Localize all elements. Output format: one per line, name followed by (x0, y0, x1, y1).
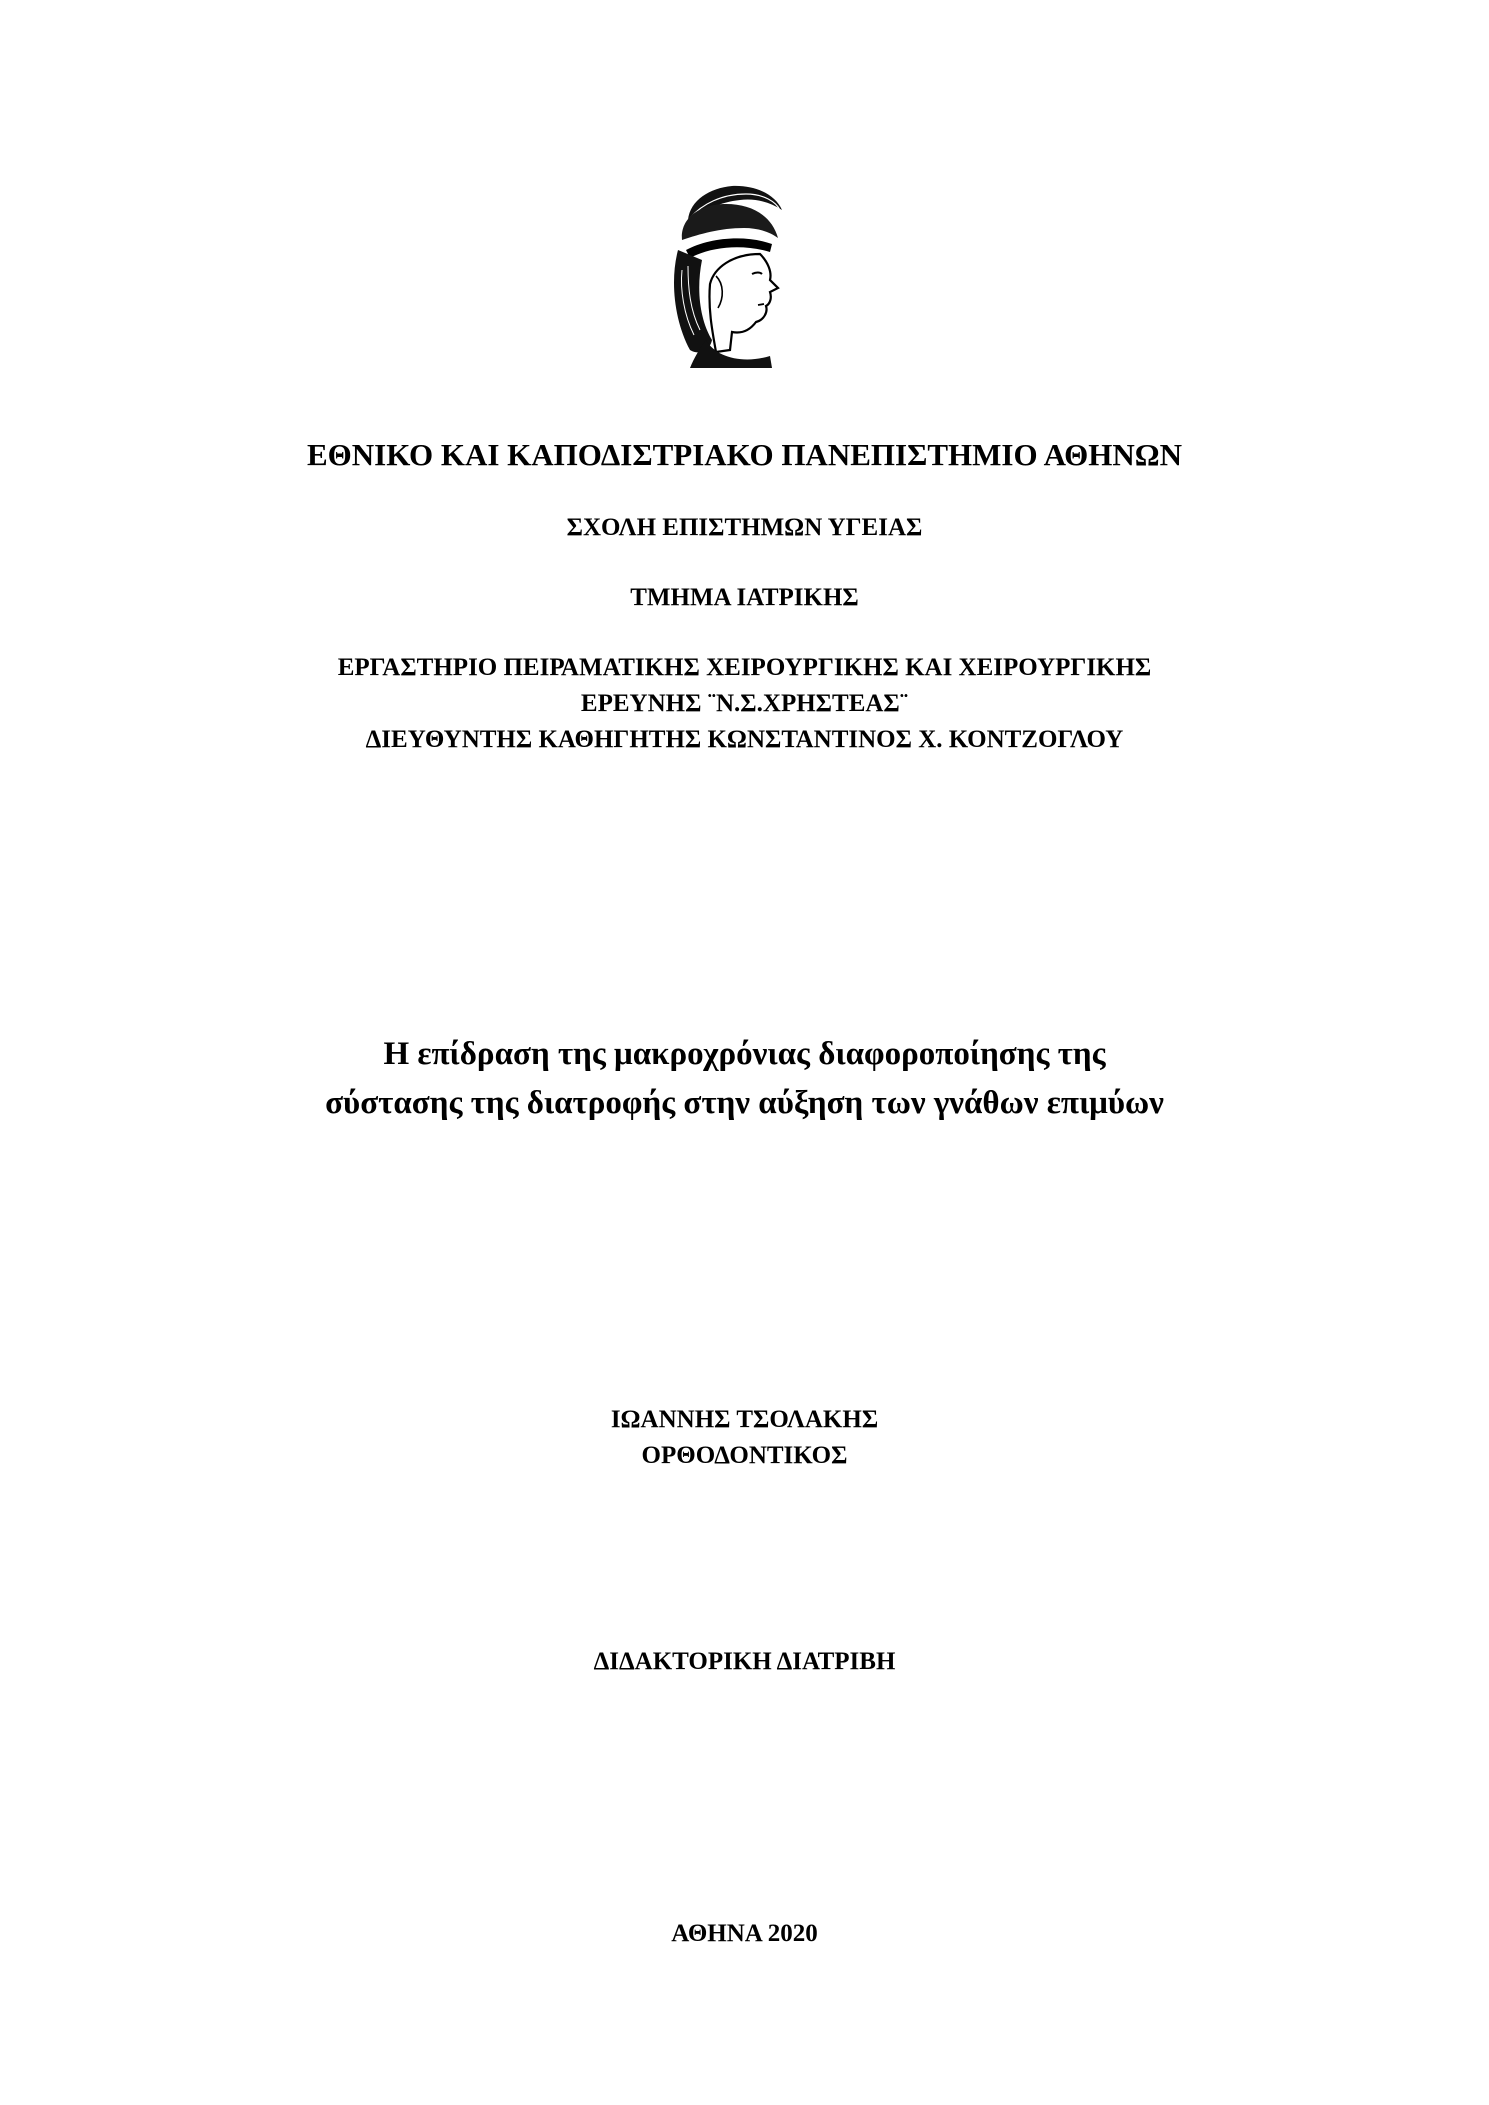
document-type: ΔΙΔΑΚΤΟΡΙΚΗ ΔΙΑΤΡΙΒΗ (593, 1648, 896, 1675)
university-name: ΕΘΝΙΚΟ ΚΑΙ ΚΑΠΟΔΙΣΤΡΙΑΚΟ ΠΑΝΕΠΙΣΤΗΜΙΟ ΑΘΗΝΩΝ (306, 437, 1183, 472)
thesis-title-line-1: Η επίδραση της μακροχρόνιας διαφοροποίησης της (383, 1036, 1106, 1072)
thesis-title-line-2: σύστασης της διατροφής στην αύξηση των γνάθων επιμύων (325, 1085, 1164, 1121)
laboratory-name-line-2: ΕΡΕΥΝΗΣ ¨Ν.Σ.ΧΡΗΣΤΕΑΣ¨ (580, 690, 909, 717)
author-profession: ΟΡΘΟΔΟΝΤΙΚΟΣ (641, 1442, 848, 1469)
director-line: ΔΙΕΥΘΥΝΤΗΣ ΚΑΘΗΓΗΤΗΣ ΚΩΝΣΤΑΝΤΙΝΟΣ Χ. ΚΟΝΤΖΟΓΛΟΥ (365, 726, 1124, 753)
place-year: ΑΘΗΝΑ 2020 (671, 1920, 818, 1947)
school-name: ΣΧΟΛΗ ΕΠΙΣΤΗΜΩΝ ΥΓΕΙΑΣ (566, 514, 923, 541)
department-name: ΤΜΗΜΑ ΙΑΤΡΙΚΗΣ (630, 584, 859, 611)
laboratory-name-line-1: ΕΡΓΑΣΤΗΡΙΟ ΠΕΙΡΑΜΑΤΙΚΗΣ ΧΕΙΡΟΥΡΓΙΚΗΣ ΚΑΙ ΧΕΙΡΟΥΡΓΙΚΗΣ (337, 654, 1152, 681)
author-name: ΙΩΑΝΝΗΣ ΤΣΟΛΑΚΗΣ (610, 1406, 879, 1433)
athena-head-logo-icon (660, 180, 800, 370)
